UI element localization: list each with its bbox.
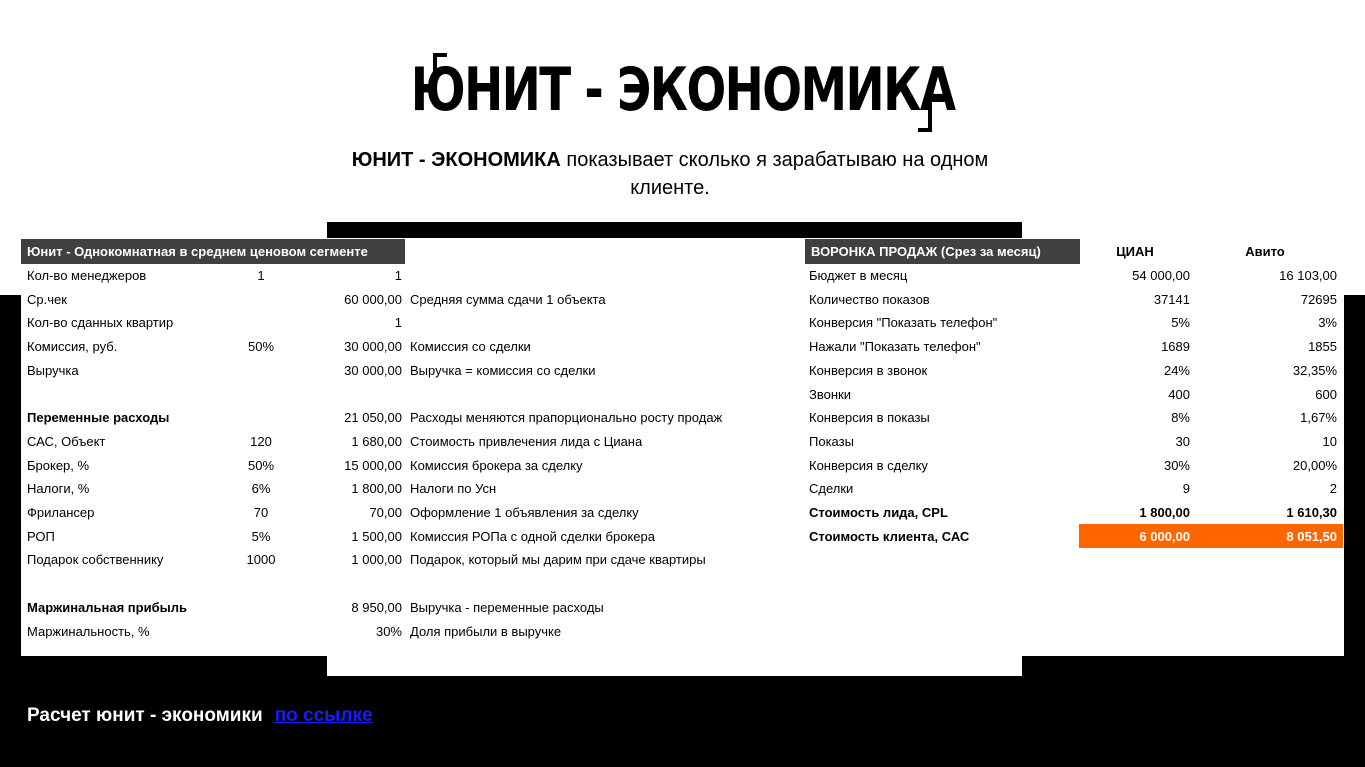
- right-row-cian: 30: [1175, 433, 1190, 449]
- left-row-label: САС, Объект: [27, 433, 106, 449]
- left-row-note: Выручка - переменные расходы: [410, 599, 604, 615]
- left-row-value: [300, 572, 402, 596]
- right-row-label: Конверсия в звонок: [809, 362, 928, 378]
- left-row-label: Подарок собственнику: [27, 552, 164, 568]
- left-row-value: 1: [394, 268, 402, 283]
- left-row-param: [226, 406, 296, 430]
- left-row-note: Комиссия брокера за сделку: [410, 457, 583, 473]
- left-row-note: Расходы меняются прапорционально росту продаж: [410, 410, 723, 426]
- right-row-label: Конверсия "Показать телефон": [809, 315, 998, 331]
- left-row-param: 5%: [251, 528, 271, 544]
- left-row-value: 15 000,00: [344, 457, 402, 473]
- right-row-avito: 16 103,00: [1279, 268, 1337, 283]
- right-row-label: Звонки: [809, 386, 851, 402]
- left-row-value: 8 950,00: [351, 599, 402, 615]
- title-wrapper: [0, 50, 1365, 130]
- left-row-param: 50%: [247, 457, 275, 473]
- right-row-label: Стоимость лида, CPL: [809, 505, 948, 520]
- left-row-param: [226, 311, 296, 335]
- left-row-label: Комиссия, руб.: [27, 339, 118, 355]
- left-row-label: Переменные расходы: [27, 410, 170, 426]
- left-row-value: 70,00: [369, 505, 402, 520]
- left-row-label: [27, 572, 237, 596]
- right-row-avito: 32,35%: [1292, 362, 1337, 378]
- right-row-avito: 600: [1315, 386, 1337, 402]
- right-row-avito: 1,67%: [1300, 410, 1337, 426]
- left-row-param: 50%: [247, 339, 275, 355]
- left-row-param: [226, 620, 296, 644]
- left-row-note: Средняя сумма сдачи 1 объекта: [410, 291, 606, 307]
- left-row-param: 120: [250, 433, 272, 449]
- right-row-avito: 1855: [1308, 339, 1337, 355]
- left-row-value: 1 800,00: [351, 481, 402, 497]
- left-row-note: [410, 311, 810, 335]
- right-row-avito: 2: [1329, 481, 1337, 497]
- left-row-label: Маржинальность, %: [27, 623, 150, 639]
- left-row-label: Брокер, %: [27, 457, 90, 473]
- right-row-label: Количество показов: [809, 291, 930, 307]
- left-row-value: [300, 383, 402, 407]
- left-row-note: Оформление 1 объявления за сделку: [410, 505, 639, 520]
- left-row-label: Налоги, %: [27, 481, 90, 497]
- left-row-value: 1 500,00: [351, 528, 402, 544]
- right-row-avito: 1 610,30: [1286, 505, 1337, 520]
- left-row-label: Кол-во менеджеров: [27, 268, 147, 283]
- left-row-param: 1: [257, 268, 265, 283]
- left-row-param: [226, 596, 296, 620]
- right-row-avito: 20,00%: [1292, 457, 1337, 473]
- right-row-cian: 400: [1168, 386, 1190, 402]
- footer-link[interactable]: по ссылке: [274, 705, 373, 726]
- left-row-value: 60 000,00: [344, 291, 402, 307]
- left-row-note: [410, 264, 810, 288]
- right-row-label: Стоимость клиента, САС: [809, 528, 970, 544]
- footer: [27, 703, 373, 729]
- left-row-value: 1 000,00: [351, 552, 402, 568]
- left-row-note: Комиссия РОПа с одной сделки брокера: [410, 528, 655, 544]
- left-row-label: РОП: [27, 528, 55, 544]
- left-row-note: Комиссия со сделки: [410, 339, 531, 355]
- left-row-note: Выручка = комиссия со сделки: [410, 362, 596, 378]
- left-row-value: 1 680,00: [351, 433, 402, 449]
- left-row-note: Налоги по Усн: [410, 481, 497, 497]
- right-row-label: Бюджет в месяц: [809, 268, 908, 283]
- left-row-param: [226, 383, 296, 407]
- right-row-cian: 6 000,00: [1139, 528, 1190, 544]
- left-row-label: [27, 383, 237, 407]
- right-row-label: Показы: [809, 433, 854, 449]
- left-row-param: 70: [253, 505, 269, 520]
- right-row-cian: 54 000,00: [1132, 268, 1190, 283]
- column-header-avito: Авито: [1245, 244, 1285, 259]
- left-row-value: 30%: [375, 623, 402, 639]
- left-row-label: Маржинальная прибыль: [27, 599, 187, 615]
- left-row-param: [226, 359, 296, 383]
- left-row-note: Доля прибыли в выручке: [410, 623, 562, 639]
- right-table-header: ВОРОНКА ПРОДАЖ (Срез за месяц): [805, 239, 1080, 264]
- page-title: ЮНИТ - ЭКОНОМИКА: [410, 55, 955, 125]
- right-row-label: Конверсия в показы: [809, 410, 930, 426]
- right-row-avito: 3%: [1318, 315, 1337, 331]
- left-row-note: Стоимость привлечения лида с Циана: [410, 433, 643, 449]
- left-row-note: [410, 383, 810, 407]
- right-row-avito: 72695: [1300, 291, 1337, 307]
- right-row-cian: 30%: [1163, 457, 1190, 473]
- right-row-cian: 1689: [1161, 339, 1190, 355]
- left-row-label: Выручка: [27, 362, 79, 378]
- right-row-avito: 8 051,50: [1286, 528, 1337, 544]
- left-row-label: Фрилансер: [27, 505, 95, 520]
- right-row-avito: 10: [1322, 433, 1337, 449]
- subtitle-rest: показывает сколько я зарабатываю на одном клиенте.: [560, 149, 989, 199]
- left-row-param: [226, 572, 296, 596]
- left-row-note: [410, 572, 810, 596]
- page-subtitle: [330, 146, 1010, 202]
- left-row-param: 1000: [246, 552, 276, 568]
- left-row-value: 30 000,00: [344, 362, 402, 378]
- left-row-param: [226, 288, 296, 312]
- right-row-cian: 37141: [1153, 291, 1190, 307]
- left-row-label: Кол-во сданных квартир: [27, 315, 174, 331]
- left-row-note: Подарок, который мы дарим при сдаче квартиры: [410, 552, 706, 568]
- left-row-value: 1: [394, 315, 402, 331]
- right-row-label: Нажали "Показать телефон": [809, 339, 981, 355]
- right-row-cian: 24%: [1163, 362, 1190, 378]
- right-row-cian: 1 800,00: [1139, 505, 1190, 520]
- footer-text: Расчет юнит - экономики: [27, 705, 263, 726]
- subtitle-bold: ЮНИТ - ЭКОНОМИКА: [351, 149, 561, 171]
- right-row-cian: 8%: [1171, 410, 1190, 426]
- right-row-cian: 9: [1182, 481, 1190, 497]
- left-row-param: 6%: [251, 481, 271, 497]
- left-row-value: 21 050,00: [344, 410, 402, 426]
- left-row-label: Ср.чек: [27, 291, 67, 307]
- right-row-label: Сделки: [809, 481, 854, 497]
- spreadsheet-top-bar: [327, 222, 1022, 238]
- column-header-cian: ЦИАН: [1116, 244, 1154, 259]
- right-row-label: Конверсия в сделку: [809, 457, 928, 473]
- right-row-cian: 5%: [1171, 315, 1190, 331]
- left-row-value: 30 000,00: [344, 339, 402, 355]
- left-table-header: Юнит - Однокомнатная в среднем ценовом сегменте: [21, 239, 405, 264]
